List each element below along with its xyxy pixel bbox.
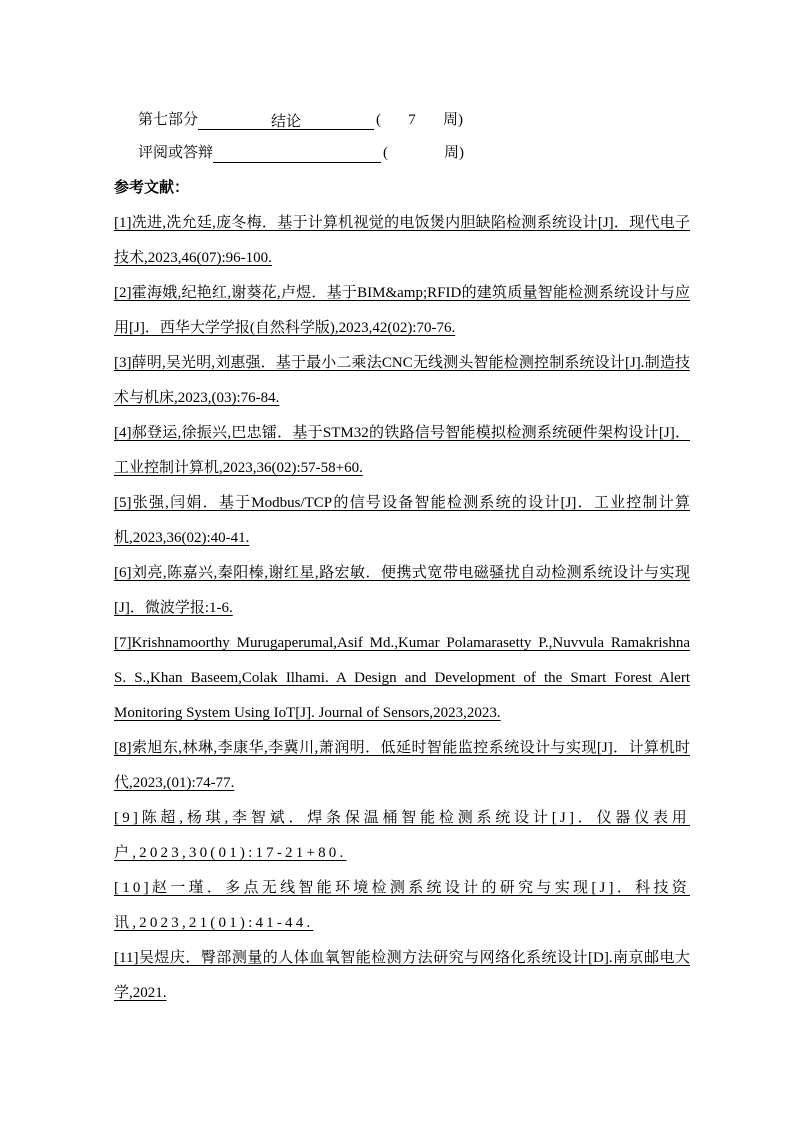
schedule-row-review — [138, 143, 464, 163]
schedule-week-unit: 周) — [443, 112, 464, 128]
reference-item: [7]Krishnamoorthy Murugaperumal,Asif Md.,Kumar Polamarasetty P.,Nuvvula Ramakrishna S. S.,Khan Baseem,Colak Ilhami. A Design and Development of the Smart Forest Alert Monitoring System Using IoT[J]. Journal of Sensors,2023,2023. — [114, 635, 690, 721]
reference-item: [3]薛明,吴光明,刘惠强．基于最小二乘法CNC无线测头智能检测控制系统设计[J].制造技术与机床,2023,(03):76-84. — [114, 355, 690, 406]
schedule-task — [213, 145, 381, 163]
reference-item: [4]郝登运,徐振兴,巴忠镭．基于STM32的铁路信号智能模拟检测系统硬件架构设计[J]．工业控制计算机,2023,36(02):57-58+60. — [114, 425, 690, 476]
reference-list — [114, 206, 690, 1011]
schedule-label: 第七部分 — [138, 112, 199, 128]
reference-item: [11]吴煜庆．臀部测量的人体血氧智能检测方法研究与网络化系统设计[D].南京邮电大学,2021. — [114, 950, 690, 1001]
reference-item: [8]索旭东,林琳,李康华,李冀川,萧润明．低延时智能监控系统设计与实现[J]．计算机时代,2023,(01):74-77. — [114, 740, 690, 791]
schedule-weeks: 7 — [408, 112, 416, 128]
reference-item: [5]张强,闫娟．基于Modbus/TCP的信号设备智能检测系统的设计[J]．工业控制计算机,2023,36(02):40-41. — [114, 495, 690, 546]
schedule-row-conclusion — [138, 110, 463, 130]
schedule-open-paren: ( — [383, 145, 389, 161]
schedule-open-paren: ( — [376, 112, 382, 128]
reference-item: [2]霍海娥,纪艳红,谢葵花,卢煜．基于BIM&amp;RFID的建筑质量智能检测系统设计与应用[J]．西华大学学报(自然科学版),2023,42(02):70-76. — [114, 285, 690, 336]
reference-item: [10]赵一瑾．多点无线智能环境检测系统设计的研究与实现[J]．科技资讯,2023,21(01):41-44. — [114, 880, 690, 931]
schedule-label: 评阅或答辩 — [138, 145, 214, 161]
reference-item: [9]陈超,杨琪,李智斌．焊条保温桶智能检测系统设计[J]．仪器仪表用户,2023,30(01):17-21+80. — [114, 810, 690, 861]
reference-item: [6]刘亮,陈嘉兴,秦阳榛,谢红星,路宏敏．便携式宽带电磁骚扰自动检测系统设计与实现[J]．微波学报:1-6. — [114, 565, 690, 616]
references-heading: 参考文献： — [114, 180, 190, 196]
schedule-task: 结论 — [198, 112, 374, 130]
reference-item: [1]冼进,冼允廷,庞冬梅．基于计算机视觉的电饭煲内胆缺陷检测系统设计[J]．现代电子技术,2023,46(07):96-100. — [114, 215, 690, 266]
schedule-week-unit: 周) — [444, 145, 465, 161]
